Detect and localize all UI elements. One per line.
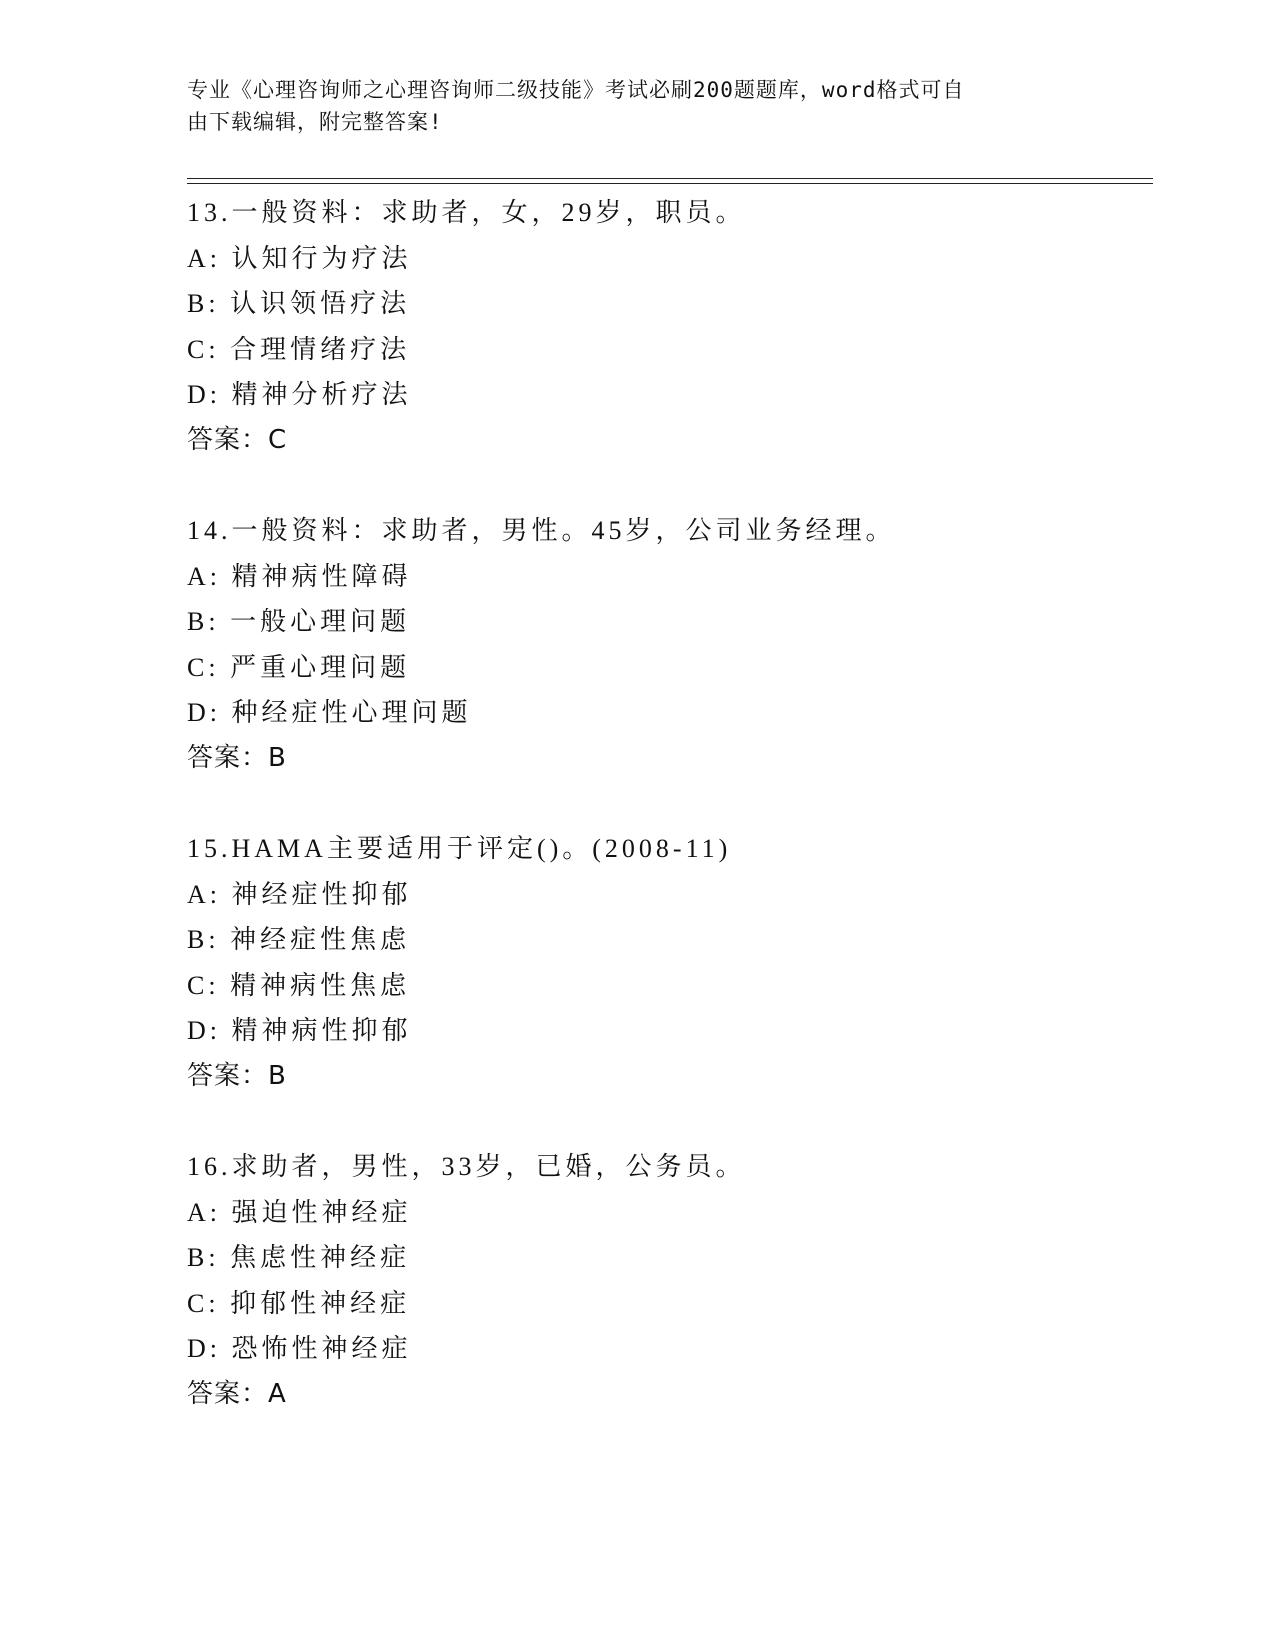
question-stem: 15.HAMA主要适用于评定()。(2008-11) (187, 834, 732, 863)
option-a: A: 神经症性抑郁 (187, 879, 412, 909)
answer-line: 答案：B (187, 742, 287, 773)
option-a: A: 强迫性神经症 (187, 1197, 412, 1227)
option-d: D: 精神病性抑郁 (187, 1016, 412, 1045)
question-15 (187, 826, 1147, 1144)
option-b: B: 焦虑性神经症 (187, 1243, 411, 1272)
option-c: C: 严重心理问题 (187, 652, 411, 682)
answer-line: 答案：B (187, 1060, 287, 1091)
question-16 (187, 1144, 1147, 1462)
answer-line: 答案：A (187, 1378, 287, 1409)
option-b: B: 认识领悟疗法 (187, 289, 411, 318)
option-a: A: 认知行为疗法 (187, 243, 412, 273)
header-line-2: 由下载编辑，附完整答案! (187, 110, 443, 134)
header-divider-top (187, 178, 1153, 179)
question-13 (187, 190, 1147, 508)
answer-line: 答案：C (187, 424, 288, 455)
header-divider-bottom (187, 183, 1153, 184)
option-c: C: 抑郁性神经症 (187, 1288, 411, 1318)
question-14 (187, 508, 1147, 826)
document-header (187, 74, 1067, 138)
question-stem: 16.求助者，男性，33岁，已婚，公务员。 (187, 1152, 746, 1181)
header-line-1: 专业《心理咨询师之心理咨询师二级技能》考试必刷200题题库，word格式可自 (187, 78, 965, 102)
question-stem: 13.一般资料：求助者，女，29岁，职员。 (187, 198, 746, 227)
option-d: D: 种经症性心理问题 (187, 698, 472, 727)
question-list (187, 190, 1147, 1462)
option-d: D: 恐怖性神经症 (187, 1334, 412, 1363)
option-b: B: 一般心理问题 (187, 607, 411, 636)
option-b: B: 神经症性焦虑 (187, 925, 411, 954)
question-stem: 14.一般资料：求助者，男性。45岁，公司业务经理。 (187, 516, 896, 545)
option-a: A: 精神病性障碍 (187, 561, 412, 591)
option-c: C: 精神病性焦虑 (187, 970, 411, 1000)
option-d: D: 精神分析疗法 (187, 380, 412, 409)
option-c: C: 合理情绪疗法 (187, 334, 411, 364)
